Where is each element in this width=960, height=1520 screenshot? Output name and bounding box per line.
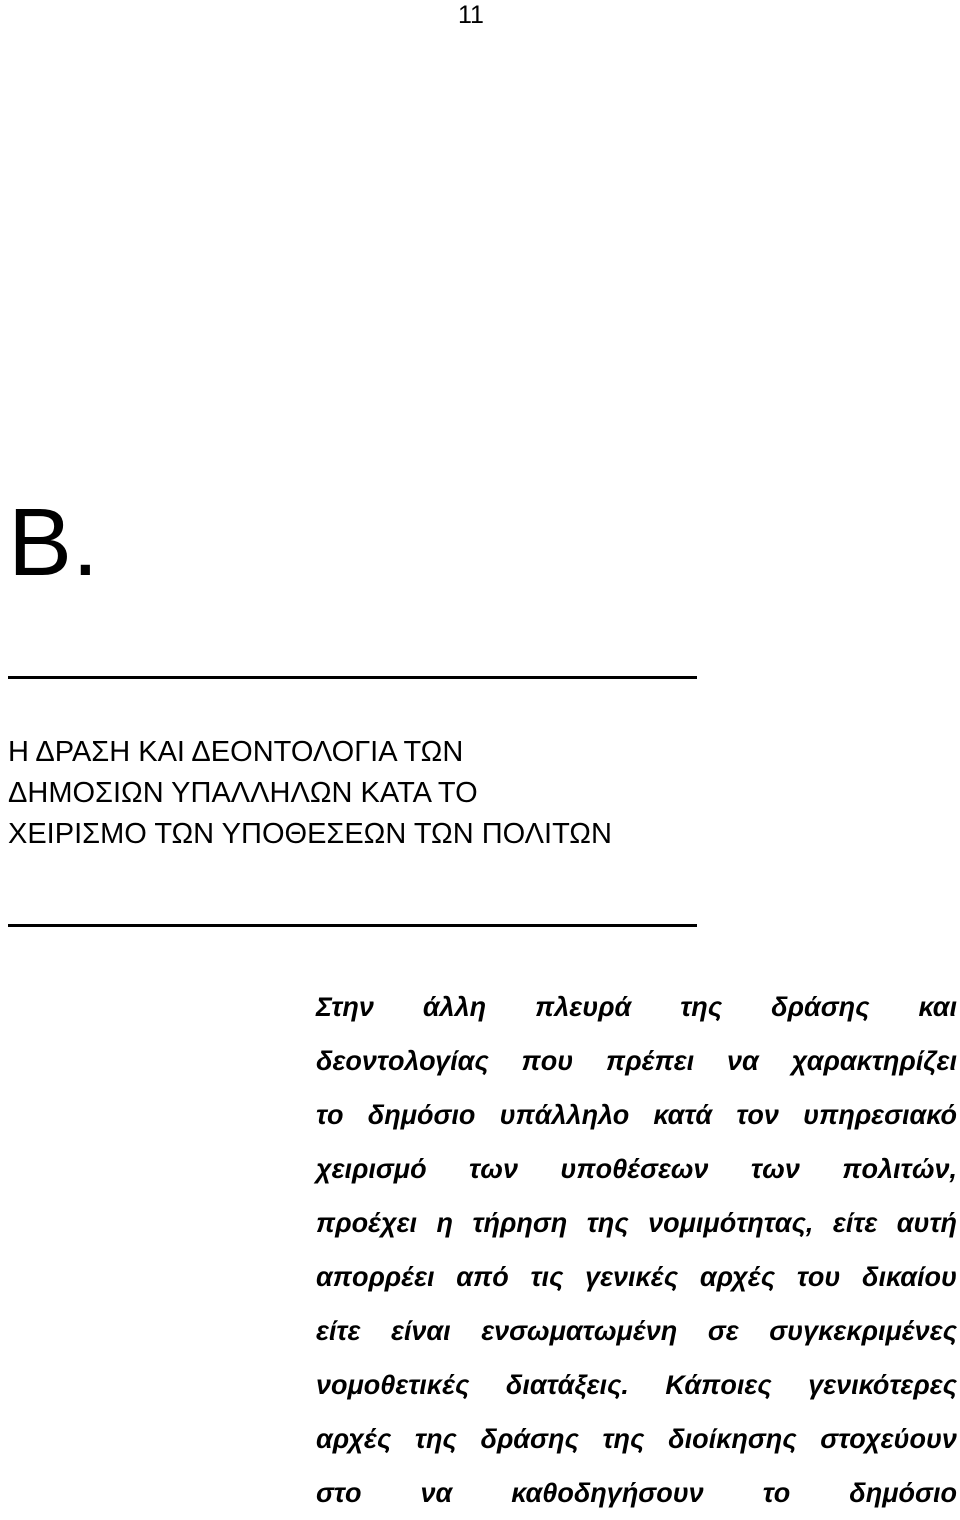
body-word: της: [602, 1424, 645, 1454]
body-word: δράσης: [480, 1424, 579, 1454]
body-word: είναι: [390, 1316, 451, 1346]
body-word: χαρακτηρίζει: [791, 1046, 957, 1076]
body-word: της: [414, 1424, 457, 1454]
body-word: είτε: [832, 1208, 878, 1238]
bottom-rule: [8, 924, 697, 927]
body-line: [316, 1466, 957, 1520]
body-line: [316, 980, 957, 1034]
body-word: νομιμότητας,: [648, 1208, 814, 1238]
body-word: δεοντολογίας: [316, 1046, 489, 1076]
body-line: [316, 1250, 957, 1304]
top-rule: [8, 676, 697, 679]
body-word: νομοθετικές: [316, 1370, 470, 1400]
body-line: [316, 1034, 957, 1088]
body-word: Στην: [316, 992, 374, 1022]
body-word: της: [586, 1208, 629, 1238]
chapter-title-line: Η ΔΡΑΣΗ ΚΑΙ ΔΕΟΝΤΟΛΟΓΙΑ ΤΩΝ: [8, 736, 464, 768]
body-word: πλευρά: [535, 992, 632, 1022]
body-word: πρέπει: [606, 1046, 695, 1076]
body-word: το: [316, 1100, 344, 1130]
body-line: [316, 1304, 957, 1358]
body-paragraph: [316, 980, 957, 1520]
body-word: που: [521, 1046, 574, 1076]
body-word: απορρέει: [316, 1262, 435, 1292]
body-word: να: [726, 1046, 759, 1076]
body-word: να: [420, 1478, 453, 1508]
body-word: διοίκησης: [668, 1424, 797, 1454]
body-line: [316, 1412, 957, 1466]
body-word: δημόσιο: [367, 1100, 476, 1130]
body-word: του: [796, 1262, 841, 1292]
body-word: Κάποιες: [665, 1370, 772, 1400]
chapter-title-line: ΔΗΜΟΣΙΩΝ ΥΠΑΛΛΗΛΩΝ ΚΑΤΑ ΤΟ: [8, 777, 478, 809]
body-word: στο: [316, 1478, 362, 1508]
chapter-title: [8, 732, 908, 855]
body-word: δράσης: [771, 992, 870, 1022]
body-word: κατά: [653, 1100, 713, 1130]
body-word: ενσωματωμένη: [481, 1316, 678, 1346]
body-word: από: [456, 1262, 509, 1292]
body-word: υπηρεσιακό: [803, 1100, 957, 1130]
body-word: τον: [736, 1100, 779, 1130]
body-word: χειρισμό: [316, 1154, 427, 1184]
body-word: στοχεύουν: [820, 1424, 957, 1454]
body-word: συγκεκριμένες: [769, 1316, 957, 1346]
body-line: [316, 1088, 957, 1142]
body-word: σε: [707, 1316, 739, 1346]
body-word: διατάξεις.: [505, 1370, 629, 1400]
body-word: είτε: [316, 1316, 361, 1346]
body-word: αρχές: [699, 1262, 776, 1292]
body-line: [316, 1196, 957, 1250]
body-word: η: [436, 1208, 453, 1238]
body-word: υποθέσεων: [560, 1154, 709, 1184]
body-word: αρχές: [316, 1424, 392, 1454]
body-word: δημόσιο: [849, 1478, 957, 1508]
body-word: γενικότερες: [808, 1370, 957, 1400]
body-word: καθοδηγήσουν: [511, 1478, 704, 1508]
body-word: πολιτών,: [842, 1154, 957, 1184]
page-number: 11: [458, 1, 484, 29]
body-word: αυτή: [896, 1208, 957, 1238]
body-word: των: [750, 1154, 800, 1184]
body-word: γενικές: [585, 1262, 679, 1292]
body-word: δικαίου: [862, 1262, 957, 1292]
chapter-title-line: ΧΕΙΡΙΣΜΟ ΤΩΝ ΥΠΟΘΕΣΕΩΝ ΤΩΝ ΠΟΛΙΤΩΝ: [8, 818, 612, 850]
body-word: και: [918, 992, 957, 1022]
body-word: τις: [530, 1262, 564, 1292]
body-word: προέχει: [316, 1208, 417, 1238]
body-word: της: [680, 992, 723, 1022]
body-line: [316, 1142, 957, 1196]
body-line: [316, 1358, 957, 1412]
body-word: τήρηση: [472, 1208, 568, 1238]
body-word: υπάλληλο: [499, 1100, 630, 1130]
section-letter: Β.: [8, 489, 99, 596]
body-word: άλλη: [422, 992, 487, 1022]
body-word: το: [762, 1478, 791, 1508]
body-word: των: [469, 1154, 518, 1184]
